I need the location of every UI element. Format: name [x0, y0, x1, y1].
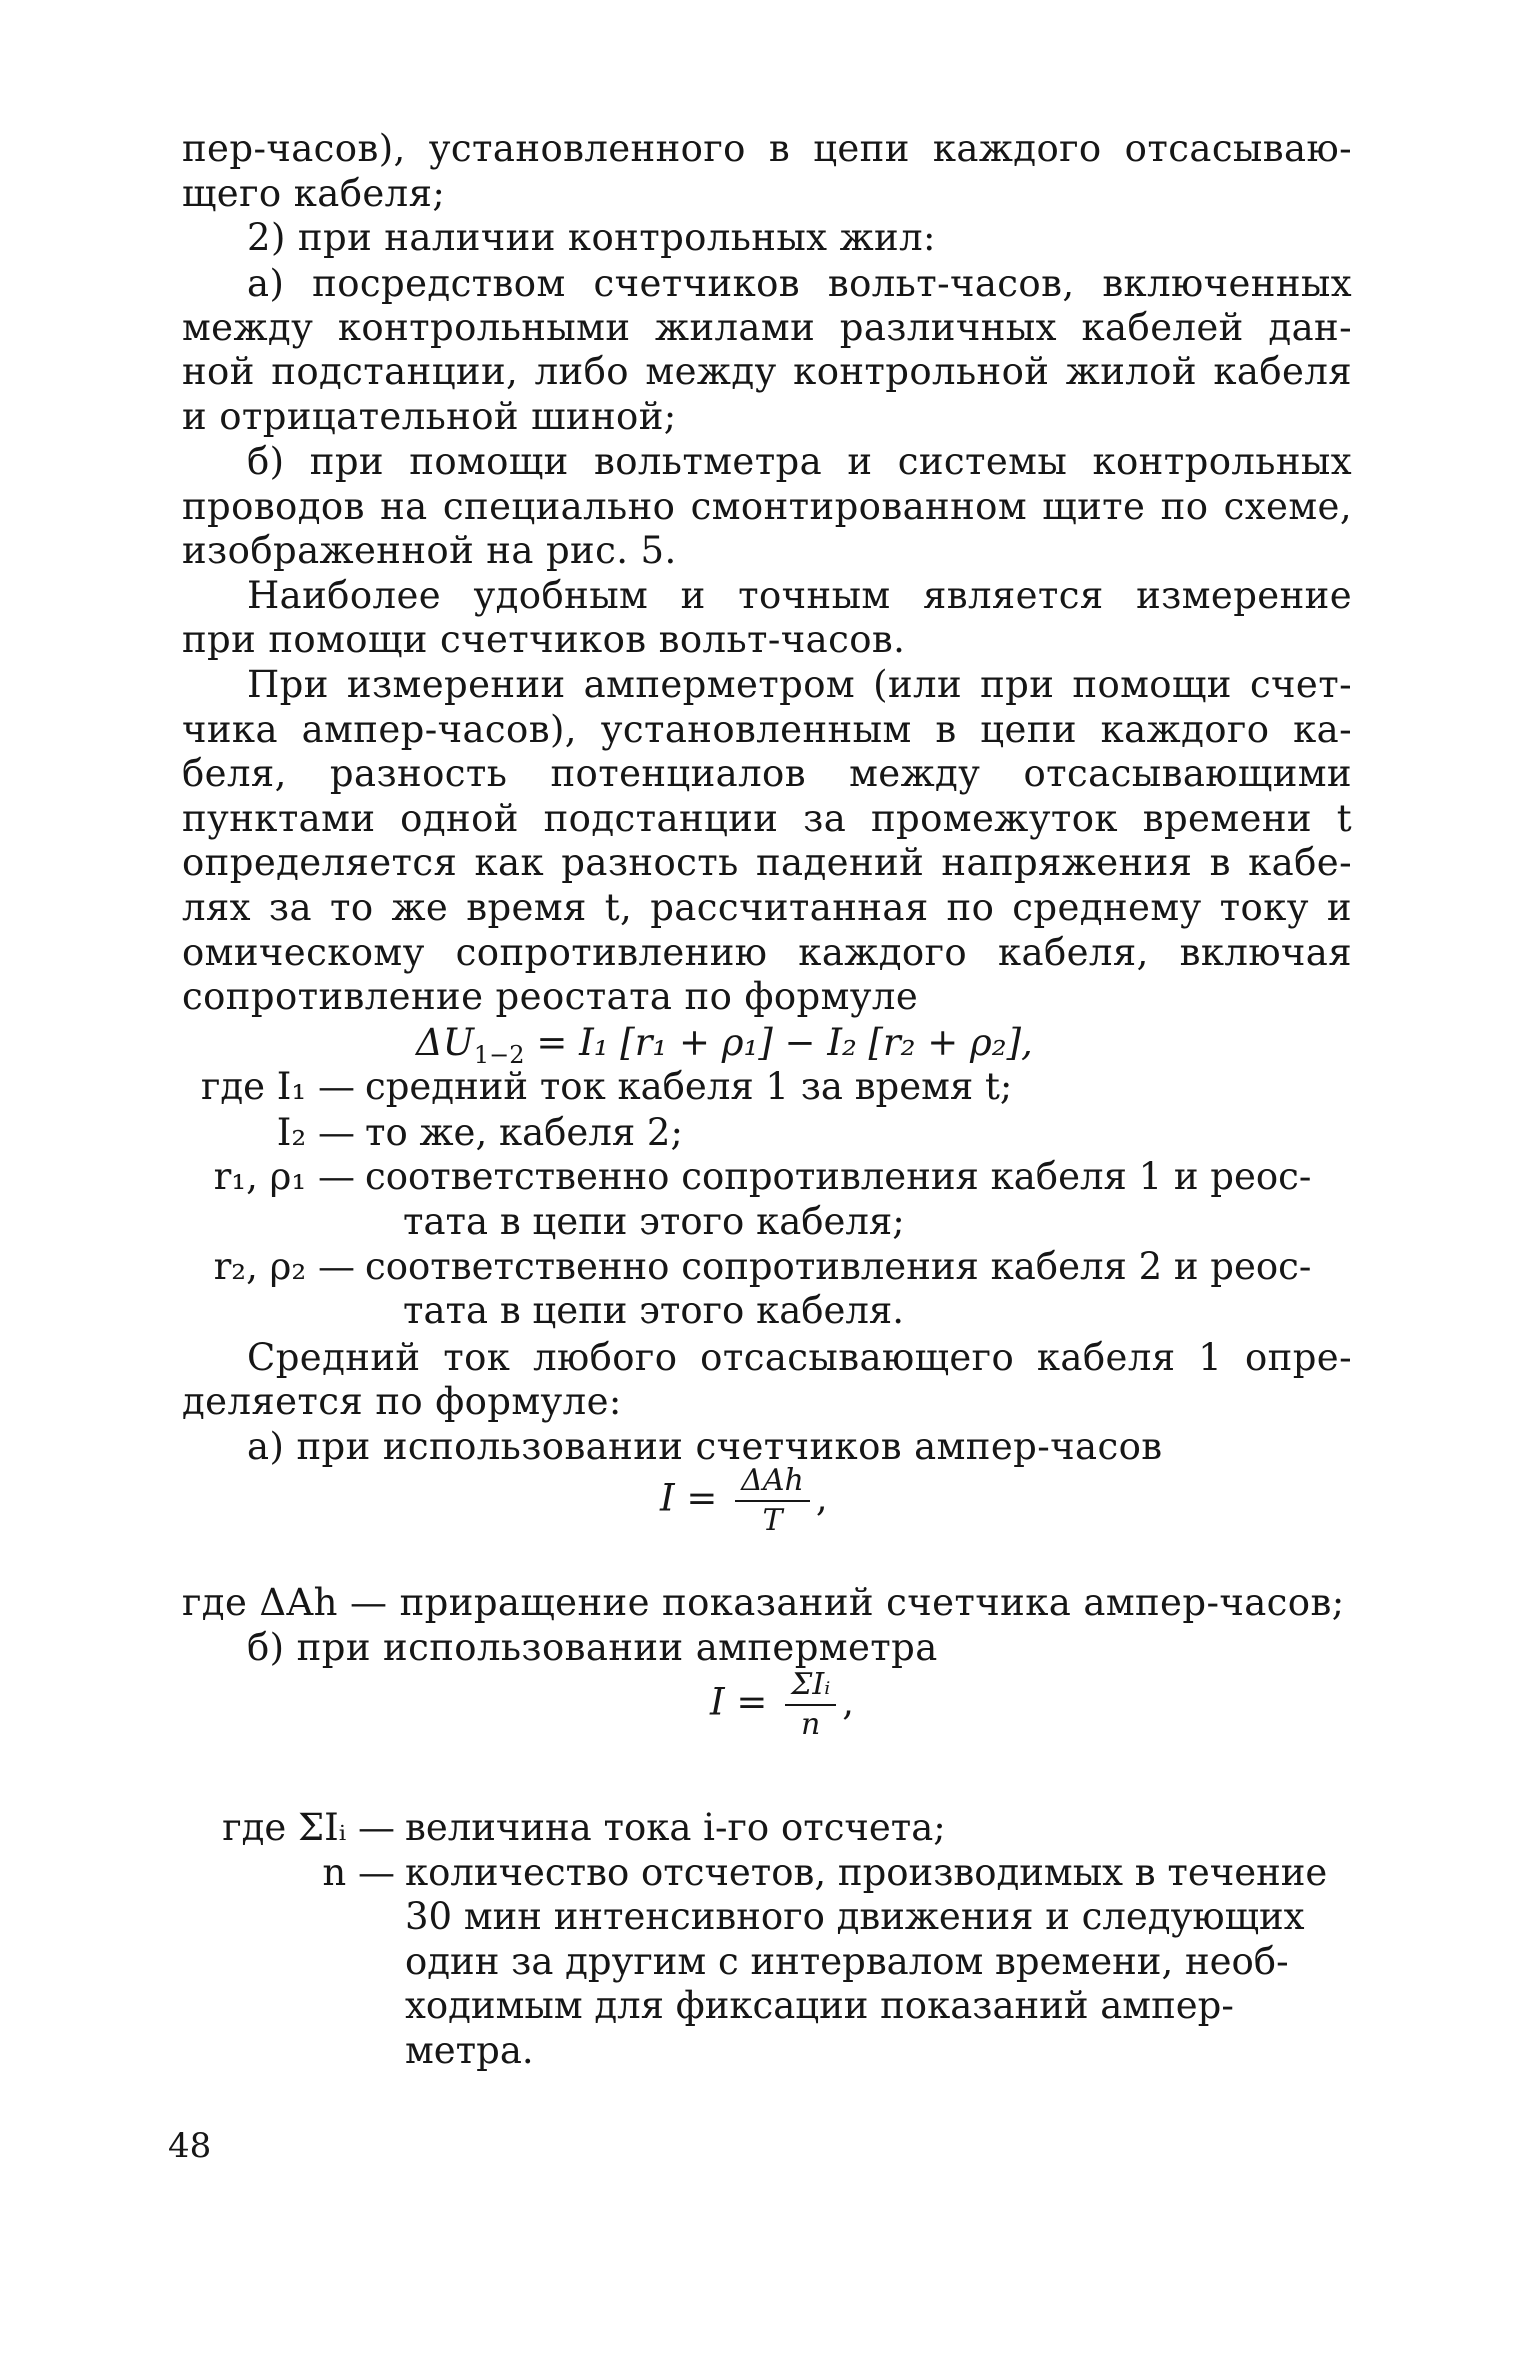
formula-lhs-subscript: 1−2 — [473, 1041, 525, 1069]
text-line: сопротивление реостата по формуле — [182, 975, 919, 1018]
fraction-numerator: ΣIᵢ — [785, 1666, 836, 1706]
definition-text: соответственно сопротивления кабеля 2 и реос- — [365, 1245, 1312, 1288]
fraction — [785, 1666, 836, 1744]
text-line: а) посредством счетчиков вольт-часов, включенных — [247, 262, 1352, 305]
text-line: и отрицательной шиной; — [182, 395, 677, 438]
text-line: При измерении амперметром (или при помощи счет- — [247, 663, 1352, 706]
text-line: проводов на специально смонтированном щите по схеме, — [182, 485, 1352, 528]
formula-lhs: I = — [660, 1476, 718, 1520]
text-line: Наиболее удобным и точным является измерение — [247, 574, 1352, 617]
definition-text: один за другим с интервалом времени, необ- — [405, 1940, 1289, 1983]
text-line: б) при помощи вольтметра и системы контрольных — [247, 440, 1352, 483]
text-line: 2) при наличии контрольных жил: — [247, 216, 936, 259]
fraction-denominator: T — [762, 1503, 783, 1538]
formula-tail: , — [815, 1476, 828, 1520]
definition-text: средний ток кабеля 1 за время t; — [365, 1065, 1013, 1108]
formula-tail: , — [842, 1680, 855, 1724]
text-line: между контрольными жилами различных кабелей дан- — [182, 306, 1352, 349]
formula-average-current-ah — [660, 1462, 828, 1540]
text-line: Средний ток любого отсасывающего кабеля 1 опре- — [247, 1336, 1352, 1379]
formula-lhs: I = — [710, 1680, 768, 1724]
text-line: беля, разность потенциалов между отсасывающими — [182, 752, 1352, 795]
definition-text: соответственно сопротивления кабеля 1 и реос- — [365, 1155, 1312, 1198]
definition-text: количество отсчетов, производимых в течение — [405, 1851, 1328, 1894]
formula-average-current-ammeter — [710, 1666, 854, 1744]
definition-text: тата в цепи этого кабеля. — [403, 1289, 905, 1332]
definition-term: где I₁ — — [200, 1065, 355, 1108]
fraction-numerator: ΔAh — [735, 1462, 810, 1502]
text-line: деляется по формуле: — [182, 1380, 622, 1423]
formula-lhs: ΔU — [416, 1021, 474, 1064]
text-line: изображенной на рис. 5. — [182, 529, 677, 572]
text-line: б) при использовании амперметра — [247, 1626, 938, 1669]
text-line: а) при использовании счетчиков ампер-часов — [247, 1425, 1163, 1468]
definition-term: r₁, ρ₁ — — [213, 1155, 355, 1198]
fraction — [735, 1462, 810, 1540]
text-line: щего кабеля; — [182, 172, 446, 215]
text-line: где ΔAh — приращение показаний счетчика ампер-часов; — [182, 1581, 1345, 1624]
definition-term: r₂, ρ₂ — — [213, 1245, 355, 1288]
text-line: пунктами одной подстанции за промежуток времени t — [182, 797, 1352, 840]
fraction-denominator: n — [801, 1707, 821, 1742]
text-line: омическому сопротивлению каждого кабеля, включая — [182, 931, 1352, 974]
text-line: чика ампер-часов), установленным в цепи каждого ка- — [182, 708, 1352, 751]
definition-text: тата в цепи этого кабеля; — [403, 1200, 905, 1243]
definition-term: где ΣIᵢ — — [222, 1806, 395, 1849]
text-line: лях за то же время t, рассчитанная по среднему току и — [182, 886, 1352, 929]
definition-text: величина тока i-го отсчета; — [405, 1806, 946, 1849]
definition-term: n — — [322, 1851, 395, 1894]
text-line: при помощи счетчиков вольт-часов. — [182, 618, 906, 661]
definition-text: метра. — [405, 2029, 534, 2072]
text-line: ной подстанции, либо между контрольной жилой кабеля — [182, 350, 1352, 393]
text-line: определяется как разность падений напряжения в кабе- — [182, 841, 1352, 884]
definition-text: то же, кабеля 2; — [365, 1111, 683, 1154]
definition-text: ходимым для фиксации показаний ампер- — [405, 1984, 1234, 2027]
text-line: пер-часов), установленного в цепи каждого отсасываю- — [182, 127, 1352, 170]
formula-rhs: = I₁ [r₁ + ρ₁] − I₂ [r₂ + ρ₂], — [536, 1021, 1033, 1064]
definition-text: 30 мин интенсивного движения и следующих — [405, 1895, 1305, 1938]
definition-term: I₂ — — [276, 1111, 355, 1154]
page-number: 48 — [168, 2126, 212, 2166]
